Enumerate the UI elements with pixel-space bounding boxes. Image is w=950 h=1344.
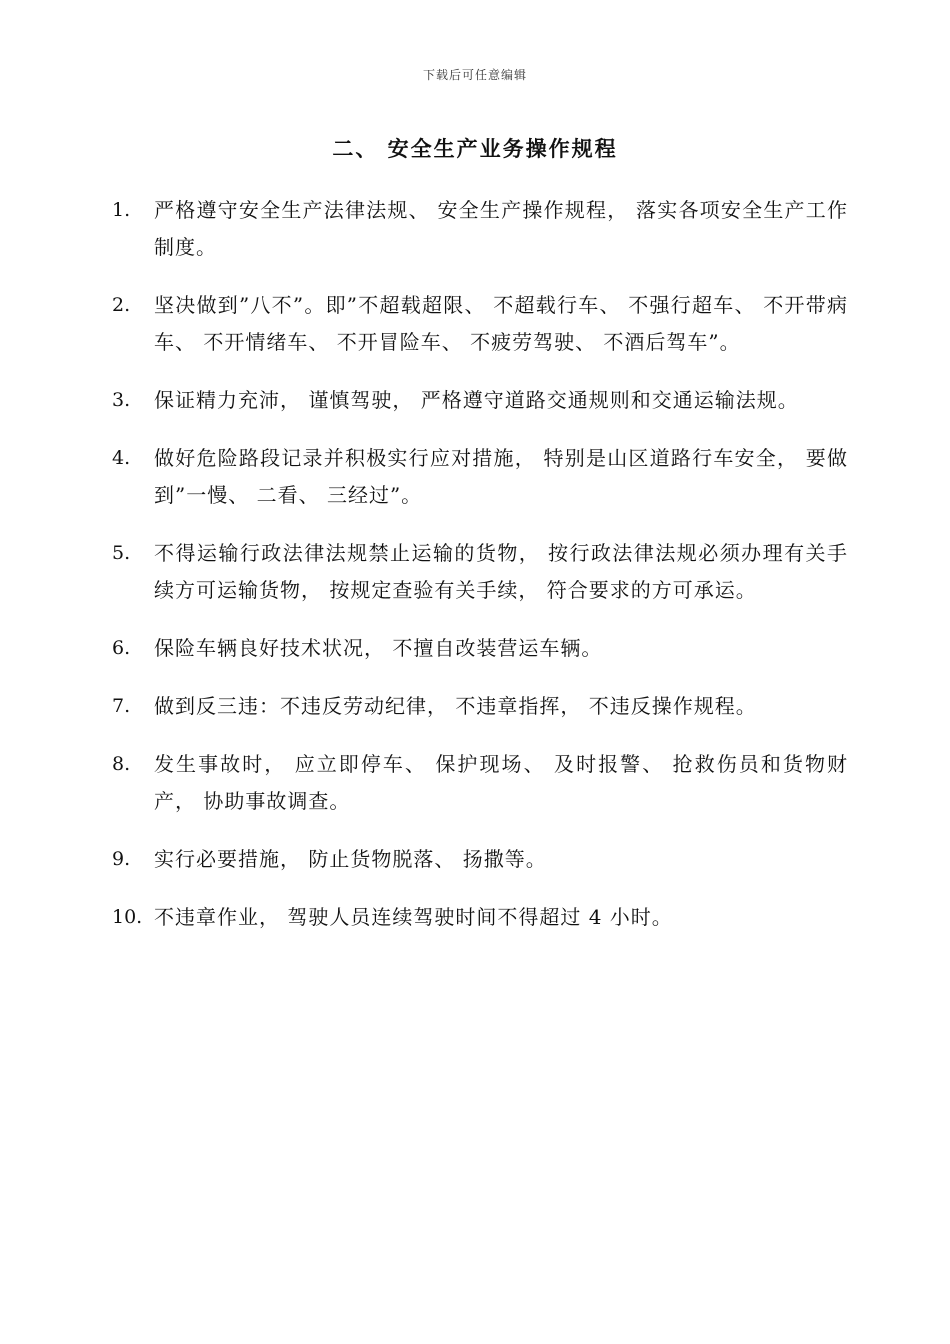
list-item xyxy=(112,192,848,266)
list-item xyxy=(112,746,848,820)
rule-number: 5. xyxy=(112,542,131,564)
rule-text: 实行必要措施， 防止货物脱落、 扬撒等。 xyxy=(154,847,547,871)
rule-text: 不违章作业， 驾驶人员连续驾驶时间不得超过 4 小时。 xyxy=(154,905,673,929)
list-item xyxy=(112,841,848,878)
rule-text: 不得运输行政法律法规禁止运输的货物， 按行政法律法规必须办理有关手续方可运输货物， 按规定查验有关手续， 符合要求的方可承运。 xyxy=(154,541,848,602)
rule-number: 1. xyxy=(112,199,131,221)
list-item xyxy=(112,287,848,361)
rule-text: 保证精力充沛， 谨慎驾驶， 严格遵守道路交通规则和交通运输法规。 xyxy=(154,388,799,412)
rule-text: 坚决做到”八不”。即”不超载超限、 不超载行车、 不强行超车、 不开带病车、 不开情绪车、 不开冒险车、 不疲劳驾驶、 不酒后驾车”。 xyxy=(154,293,848,354)
rule-text: 严格遵守安全生产法律法规、 安全生产操作规程， 落实各项安全生产工作制度。 xyxy=(154,198,848,259)
rule-number: 10. xyxy=(112,906,143,928)
rule-number: 7. xyxy=(112,695,131,717)
list-item xyxy=(112,535,848,609)
rule-number: 8. xyxy=(112,753,131,775)
rule-number: 6. xyxy=(112,637,131,659)
list-item xyxy=(112,630,848,667)
rule-number: 9. xyxy=(112,848,131,870)
list-item xyxy=(112,899,848,936)
rules-list xyxy=(112,192,848,957)
rule-number: 2. xyxy=(112,294,131,316)
rule-number: 4. xyxy=(112,447,131,469)
rule-text: 保险车辆良好技术状况， 不擅自改装营运车辆。 xyxy=(154,636,603,660)
list-item xyxy=(112,688,848,725)
list-item xyxy=(112,382,848,419)
rule-number: 3. xyxy=(112,389,131,411)
rule-text: 做到反三违：不违反劳动纪律， 不违章指挥， 不违反操作规程。 xyxy=(154,694,757,718)
header-note: 下载后可任意编辑 xyxy=(422,68,527,82)
rule-text: 发生事故时， 应立即停车、 保护现场、 及时报警、 抢救伤员和货物财产， 协助事故调查。 xyxy=(154,752,848,813)
list-item xyxy=(112,440,848,514)
rule-text: 做好危险路段记录并积极实行应对措施， 特别是山区道路行车安全， 要做到”一慢、 二看、 三经过”。 xyxy=(154,446,848,507)
page-title: 二、 安全生产业务操作规程 xyxy=(332,137,618,161)
